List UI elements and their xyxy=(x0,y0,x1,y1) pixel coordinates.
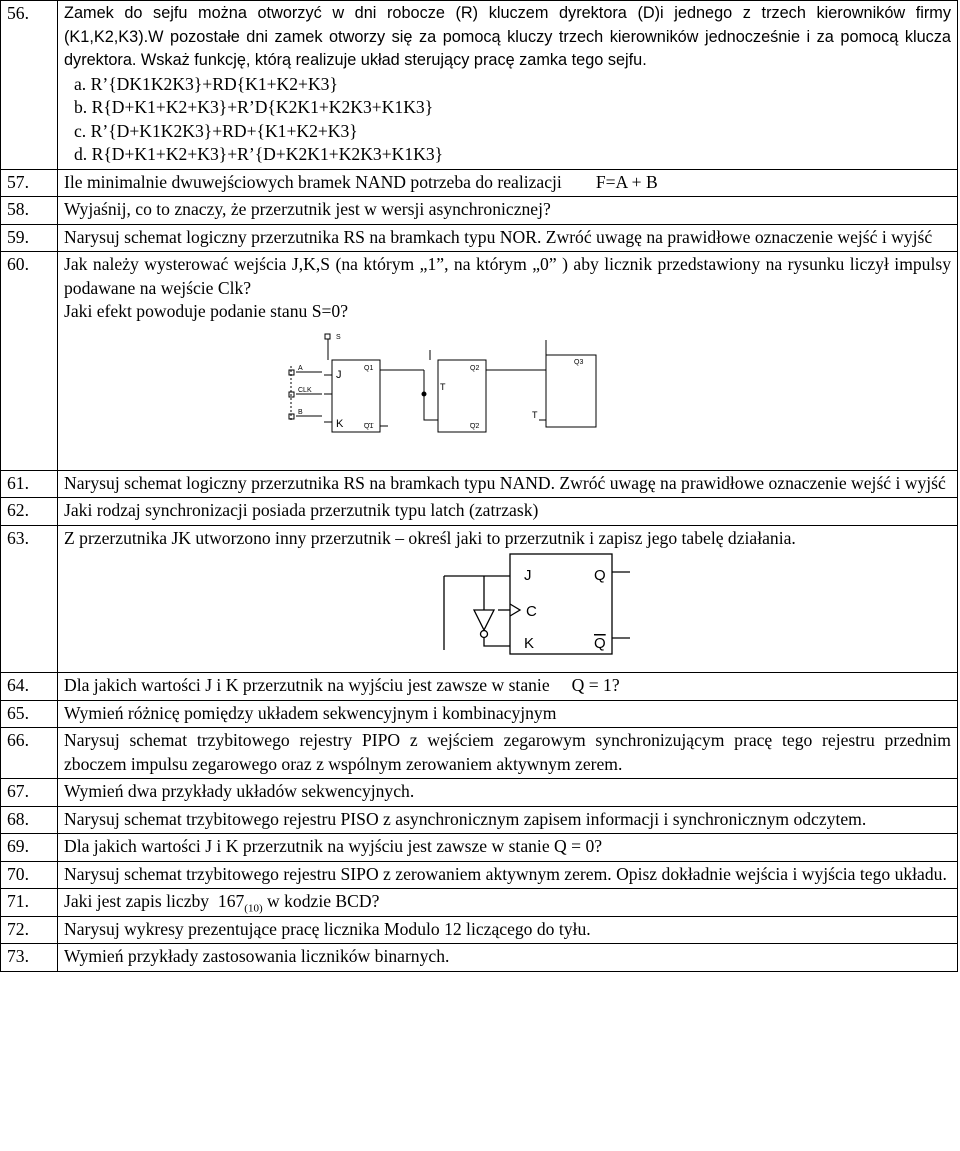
question-number: 64. xyxy=(1,673,58,701)
option-a: a. R’{DK1K2K3}+RD{K1+K2+K3} xyxy=(74,73,338,94)
question-text: Dla jakich wartości J i K przerzutnik na wyjściu jest zawsze w stanie Q = 0? xyxy=(58,834,958,862)
question-text: Jaki rodzaj synchronizacji posiada przerzutnik typu latch (zatrzask) xyxy=(58,498,958,526)
question-row xyxy=(1,197,958,225)
question-number: 67. xyxy=(1,779,58,807)
question-number: 56. xyxy=(1,1,58,170)
label-q2: Q2 xyxy=(470,364,480,372)
label-s: S xyxy=(336,333,341,341)
label-b: B xyxy=(298,408,303,416)
question-number: 57. xyxy=(1,169,58,197)
question-text: Narysuj wykresy prezentujące pracę licznika Modulo 12 liczącego do tyłu. xyxy=(58,916,958,944)
formula: Q = 1? xyxy=(571,675,620,695)
question-number: 65. xyxy=(1,700,58,728)
question-text: Narysuj schemat trzybitowego rejestry PIPO z wejściem zegarowym synchronizującym pracę tego rejestru przednim zboczem impulsu zegarowego oraz z wspólnym zerowaniem aktywnym zerem. xyxy=(58,728,958,779)
label-q2-bar: Q2 xyxy=(470,422,480,430)
option-c: c. R’{D+K1K2K3}+RD+{K1+K2+K3} xyxy=(74,120,358,141)
question-text: Jaki jest zapis liczby xyxy=(64,891,210,911)
label-clk: CLK xyxy=(298,386,312,394)
formula: F=A + B xyxy=(595,171,658,192)
question-row xyxy=(1,916,958,944)
question-row xyxy=(1,806,958,834)
flipflop-3 xyxy=(546,355,596,427)
label-t1: T xyxy=(440,381,446,392)
question-row xyxy=(1,834,958,862)
question-row xyxy=(1,252,958,471)
input-marker-icon xyxy=(325,334,330,339)
question-number: 59. xyxy=(1,224,58,252)
question-text: Dla jakich wartości J i K przerzutnik na wyjściu jest zawsze w stanie xyxy=(64,675,550,695)
question-body xyxy=(58,1,958,170)
question-text: Narysuj schemat logiczny przerzutnika RS na bramkach typu NOR. Zwróć uwagę na prawidłowe oznaczenie wejść i wyjść xyxy=(58,224,958,252)
label-k: K xyxy=(524,635,535,652)
question-text-end: w kodzie BCD? xyxy=(267,891,380,911)
question-text: Jak należy wysterować wejścia J,K,S (na którym „1”, na którym „0” ) aby licznik przedstawiony na rysunku liczył impulsy podawane na wejście Clk? xyxy=(64,254,951,298)
question-number: 72. xyxy=(1,916,58,944)
question-text: Narysuj schemat trzybitowego rejestru SIPO z zerowaniem aktywnym zerem. Opisz dokładnie wejścia i wyjścia tego układu. xyxy=(58,861,958,889)
label-q1: Q1 xyxy=(364,364,374,372)
question-row xyxy=(1,498,958,526)
question-number: 71. xyxy=(1,889,58,917)
question-number: 60. xyxy=(1,252,58,471)
jk-flipflop-figure xyxy=(434,550,634,660)
question-row xyxy=(1,889,958,917)
label-q3: Q3 xyxy=(574,358,584,366)
label-j: J xyxy=(524,567,532,584)
label-a: A xyxy=(298,364,303,372)
question-text: Z przerzutnika JK utworzono inny przerzutnik – określ jaki to przerzutnik i zapisz jego tabelę działania. xyxy=(64,527,796,548)
question-text: Narysuj schemat logiczny przerzutnika RS na bramkach typu NAND. Zwróć uwagę na prawidłowe oznaczenie wejść i wyjść xyxy=(58,470,958,498)
number-base: (10) xyxy=(244,902,263,915)
counter-figure xyxy=(284,330,644,460)
question-number: 62. xyxy=(1,498,58,526)
question-number: 66. xyxy=(1,728,58,779)
question-text: Wymień różnicę pomiędzy układem sekwencyjnym i kombinacyjnym xyxy=(58,700,958,728)
question-row xyxy=(1,673,958,701)
question-body xyxy=(58,525,958,673)
question-text: Zamek do sejfu można otworzyć w dni robocze (R) kluczem dyrektora (D)i jednego z trzech kierowników firmy (K1,K2,K3).W pozostałe dni zamek otworzy się za pomocą kluczy trzech kierowników jednocześnie i za pomocą klucza dyrektora. Wskaż funkcję, którą realizuje układ sterujący pracę zamka tego sejfu. xyxy=(64,4,951,69)
question-body xyxy=(58,169,958,197)
question-row xyxy=(1,224,958,252)
answer-options xyxy=(64,73,951,167)
question-row xyxy=(1,1,958,170)
question-text: Wymień przykłady zastosowania liczników binarnych. xyxy=(58,944,958,972)
question-row xyxy=(1,728,958,779)
label-c: C xyxy=(526,603,537,620)
question-text: Narysuj schemat trzybitowego rejestru PISO z asynchronicznym zapisem informacji i synchronicznym odczytem. xyxy=(58,806,958,834)
question-text: Ile minimalnie dwuwejściowych bramek NAND potrzeba do realizacji xyxy=(64,171,562,192)
question-text: Wyjaśnij, co to znaczy, że przerzutnik jest w wersji asynchronicznej? xyxy=(58,197,958,225)
option-d: d. R{D+K1+K2+K3}+R’{D+K2K1+K2K3+K1K3} xyxy=(74,144,444,164)
question-number: 70. xyxy=(1,861,58,889)
question-row xyxy=(1,169,958,197)
question-row xyxy=(1,861,958,889)
question-subtext: Jaki efekt powoduje podanie stanu S=0? xyxy=(64,301,349,321)
question-number: 68. xyxy=(1,806,58,834)
question-row xyxy=(1,525,958,673)
inverter-icon xyxy=(474,610,494,630)
question-number: 73. xyxy=(1,944,58,972)
label-t2: T xyxy=(532,409,538,420)
question-row xyxy=(1,700,958,728)
question-row xyxy=(1,470,958,498)
question-text: Wymień dwa przykłady układów sekwencyjnych. xyxy=(58,779,958,807)
question-body xyxy=(58,889,958,917)
question-number: 61. xyxy=(1,470,58,498)
question-number: 63. xyxy=(1,525,58,673)
number-value: 167 xyxy=(217,891,245,911)
question-row xyxy=(1,779,958,807)
label-q1-bar: Q1 xyxy=(364,422,374,430)
label-q: Q xyxy=(594,567,606,584)
question-body xyxy=(58,673,958,701)
label-k: K xyxy=(336,417,344,430)
question-body xyxy=(58,252,958,471)
option-b: b. R{D+K1+K2+K3}+R’D{K2K1+K2K3+K1K3} xyxy=(74,97,434,117)
question-row xyxy=(1,944,958,972)
question-number: 69. xyxy=(1,834,58,862)
question-number: 58. xyxy=(1,197,58,225)
label-j: J xyxy=(336,368,342,381)
label-q-bar: Q xyxy=(594,635,606,652)
